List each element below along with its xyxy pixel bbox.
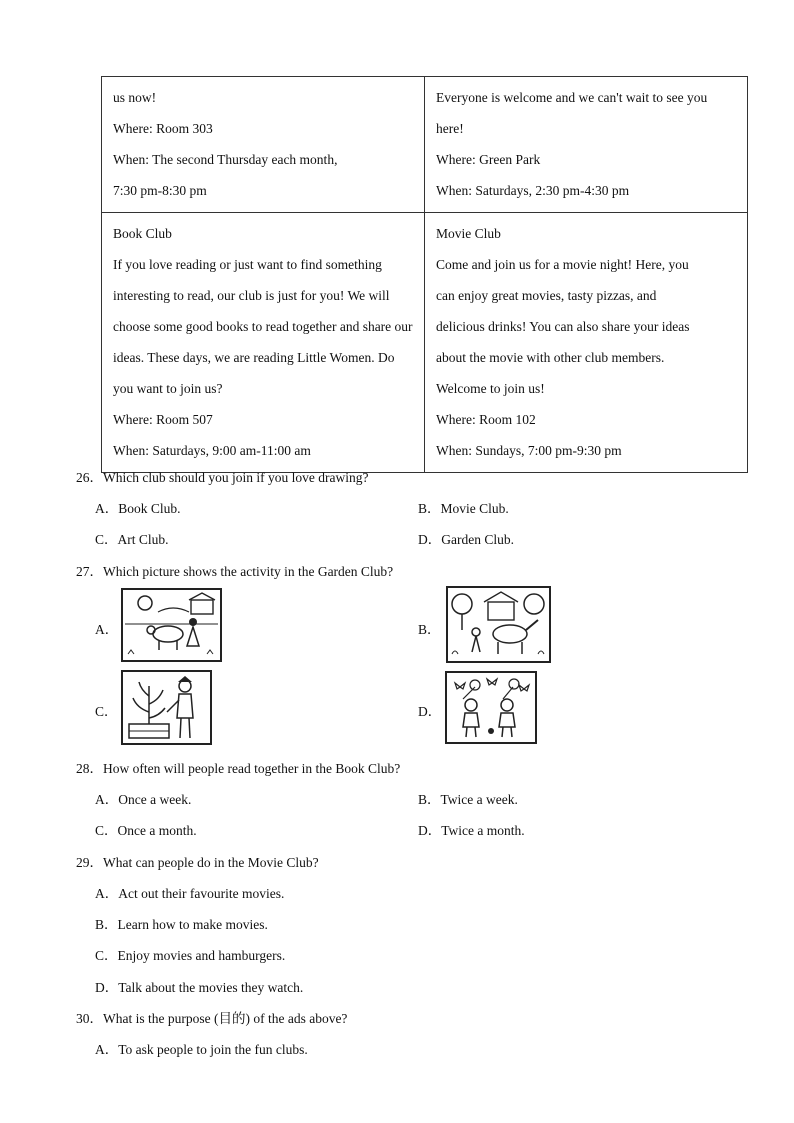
movie-club-when: When: Sundays, 7:00 pm-9:30 pm (436, 443, 622, 458)
q27-option-d[interactable]: D． (418, 704, 442, 719)
question-number: 29． (76, 855, 103, 870)
book-club-where: Where: Room 507 (113, 412, 213, 427)
question-26 (76, 466, 368, 486)
gardening-picture-icon[interactable] (121, 670, 212, 745)
q30-option-a[interactable]: A．To ask people to join the fun clubs. (95, 1042, 308, 1057)
book-club-cell (102, 213, 425, 473)
club-text-line: Everyone is welcome and we can't wait to see you (436, 90, 708, 105)
kids-butterflies-picture-icon[interactable] (445, 671, 537, 744)
clubs-table (101, 76, 748, 473)
question-number: 30． (76, 1011, 103, 1026)
q26-option-a[interactable]: A．Book Club. (95, 501, 181, 516)
q28-option-b[interactable]: B．Twice a week. (418, 792, 518, 807)
question-text: Which picture shows the activity in the Garden Club? (103, 564, 394, 579)
club-text-line: you want to join us? (113, 381, 223, 396)
club-text-line: about the movie with other club members. (436, 350, 665, 365)
q29-option-b[interactable]: B．Learn how to make movies. (95, 917, 268, 932)
club-text-line: us now! (113, 90, 157, 105)
club-cell-top-right (425, 77, 748, 213)
club-text-line: here! (436, 121, 464, 136)
movie-club-title: Movie Club (436, 226, 501, 241)
question-text: What is the purpose (目的) of the ads above? (103, 1011, 348, 1026)
question-text: Which club should you join if you love drawing? (103, 470, 369, 485)
q29-option-d[interactable]: D．Talk about the movies they watch. (95, 980, 304, 995)
question-number: 27． (76, 564, 103, 579)
q26-option-d[interactable]: D．Garden Club. (418, 532, 514, 547)
q27-option-b[interactable]: B． (418, 622, 441, 637)
question-28 (76, 757, 400, 777)
question-29 (76, 851, 319, 871)
club-text-line: Welcome to join us! (436, 381, 545, 396)
movie-club-cell (425, 213, 748, 473)
book-club-when: When: Saturdays, 9:00 am-11:00 am (113, 443, 311, 458)
horse-farm-picture-icon[interactable] (446, 586, 551, 663)
club-text-line: Where: Room 303 (113, 121, 213, 136)
club-cell-top-left (102, 77, 425, 213)
question-27 (76, 560, 393, 580)
question-30 (76, 1007, 347, 1027)
q27-option-c[interactable]: C． (95, 704, 118, 719)
question-text: How often will people read together in the Book Club? (103, 761, 401, 776)
question-text: What can people do in the Movie Club? (103, 855, 319, 870)
q27-option-a[interactable]: A． (95, 622, 119, 637)
club-text-line: Come and join us for a movie night! Here, you (436, 257, 689, 272)
q28-option-c[interactable]: C．Once a month. (95, 823, 197, 838)
club-text-line: delicious drinks! You can also share your ideas (436, 319, 690, 334)
q29-option-c[interactable]: C．Enjoy movies and hamburgers. (95, 948, 286, 963)
club-text-line: choose some good books to read together and share our (113, 319, 413, 334)
club-text-line: When: Saturdays, 2:30 pm-4:30 pm (436, 183, 630, 198)
club-text-line: can enjoy great movies, tasty pizzas, and (436, 288, 657, 303)
farm-animals-picture-icon[interactable] (121, 588, 222, 662)
q26-option-c[interactable]: C．Art Club. (95, 532, 169, 547)
book-club-title: Book Club (113, 226, 172, 241)
club-text-line: 7:30 pm-8:30 pm (113, 183, 207, 198)
movie-club-where: Where: Room 102 (436, 412, 536, 427)
q28-option-d[interactable]: D．Twice a month. (418, 823, 525, 838)
club-text-line: Where: Green Park (436, 152, 541, 167)
club-text-line: ideas. These days, we are reading Little Women. Do (113, 350, 395, 365)
q26-option-b[interactable]: B．Movie Club. (418, 501, 509, 516)
club-text-line: If you love reading or just want to find something (113, 257, 382, 272)
q29-option-a[interactable]: A．Act out their favourite movies. (95, 886, 285, 901)
club-text-line: When: The second Thursday each month, (113, 152, 338, 167)
club-text-line: interesting to read, our club is just for you! We will (113, 288, 390, 303)
question-number: 26． (76, 470, 103, 485)
question-number: 28． (76, 761, 103, 776)
q28-option-a[interactable]: A．Once a week. (95, 792, 192, 807)
